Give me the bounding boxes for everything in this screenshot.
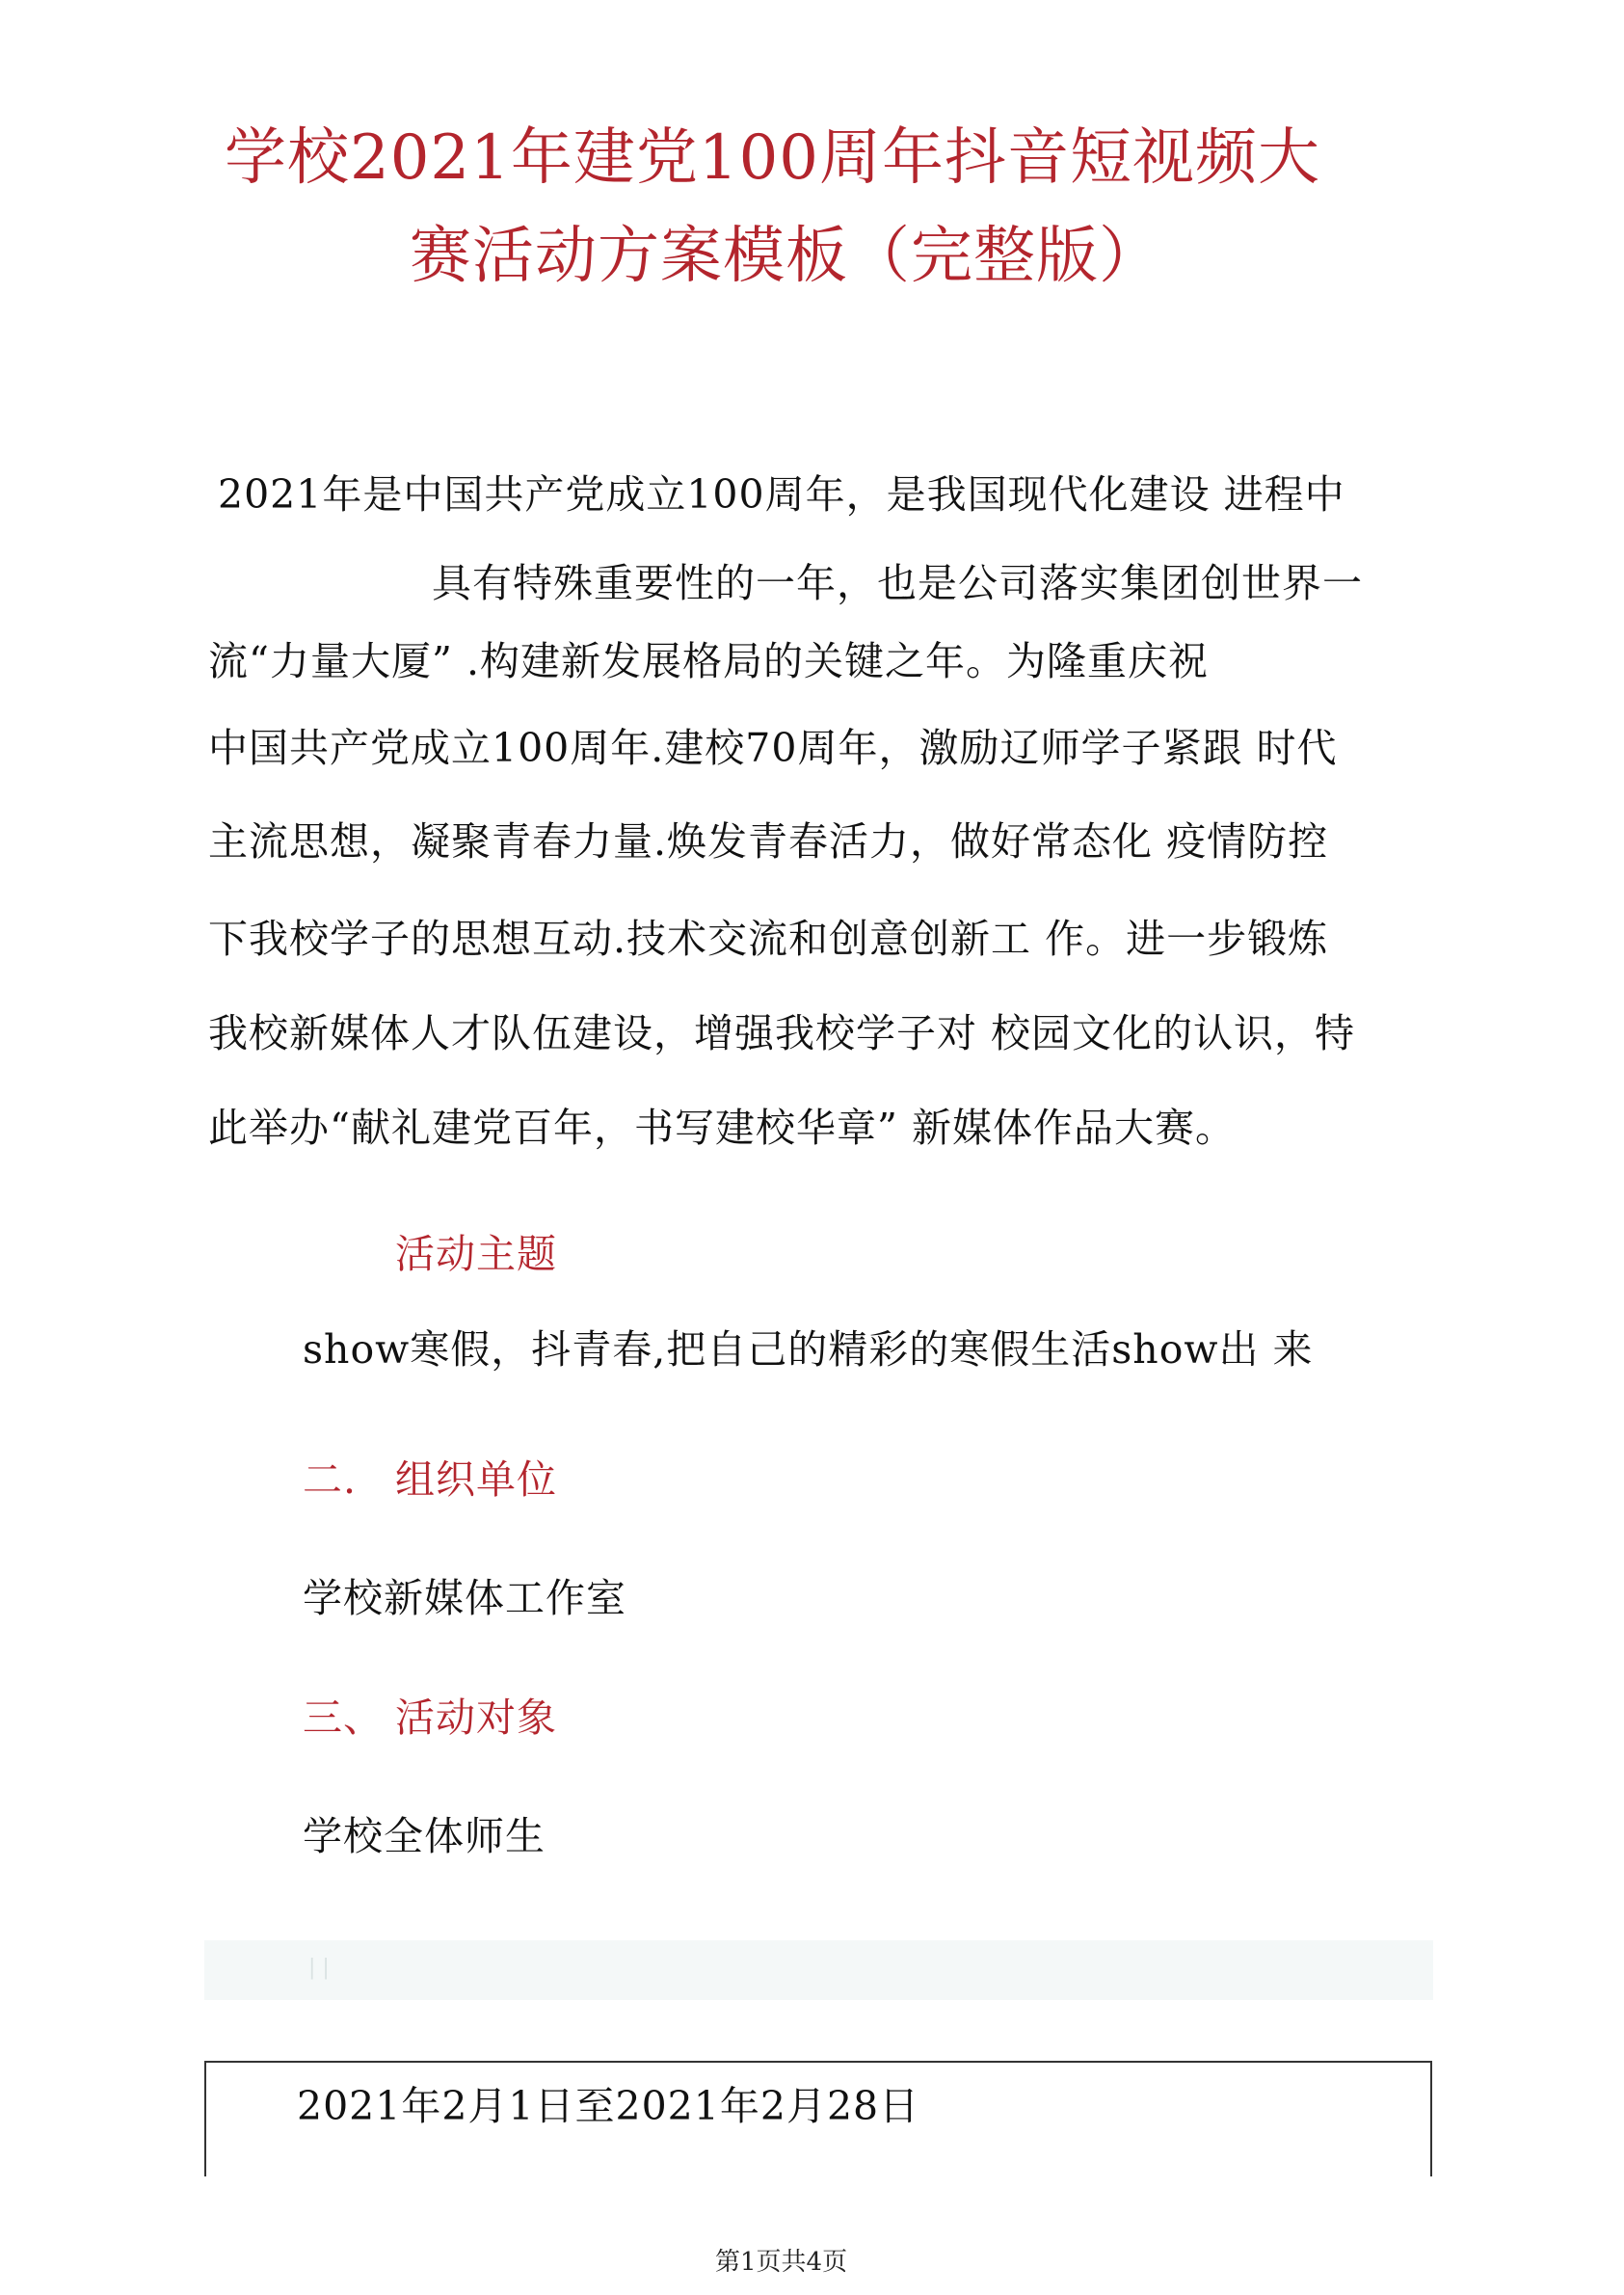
page-number-footer: 第1页共4页 xyxy=(715,2248,848,2277)
document-title-line-1: 学校2021年建党100周年抖音短视频大 xyxy=(225,122,1321,194)
theme-text: show寒假，抖青春,把自己的精彩的寒假生活show出 来 xyxy=(303,1326,1314,1373)
faint-band xyxy=(204,1940,1433,2000)
intro-line-1: 2021年是中国共产党成立100周年，是我国现代化建设 进程中 xyxy=(218,471,1345,518)
section-number-target: 三、 xyxy=(303,1695,384,1741)
organizer-text: 学校新媒体工作室 xyxy=(303,1575,626,1621)
date-range-text: 2021年2月1日至2021年2月28日 xyxy=(297,2083,920,2129)
section-heading-organizer: 组织单位 xyxy=(395,1456,557,1503)
intro-line-5: 主流思想，凝聚青春力量.焕发青春活力，做好常态化 疫情防控 xyxy=(208,818,1329,865)
section-heading-target: 活动对象 xyxy=(395,1695,557,1741)
intro-line-7: 我校新媒体人才队伍建设，增强我校学子对 校园文化的认识，特 xyxy=(208,1010,1356,1056)
section-heading-theme: 活动主题 xyxy=(395,1231,557,1277)
section-number-organizer: 二. xyxy=(303,1456,358,1503)
intro-line-3: 流“力量大厦” .构建新发展格局的关键之年。为隆重庆祝 xyxy=(208,638,1209,684)
intro-line-4: 中国共产党成立100周年.建校70周年，激励辽师学子紧跟 时代 xyxy=(208,725,1338,771)
document-title-line-2: 赛活动方案模板（完整版） xyxy=(410,221,1161,292)
intro-line-8: 此举办“献礼建党百年，书写建校华章” 新媒体作品大赛。 xyxy=(208,1105,1236,1151)
intro-line-2: 具有特殊重要性的一年，也是公司落实集团创世界一 xyxy=(432,560,1363,606)
intro-line-6: 下我校学子的思想互动.技术交流和创意创新工 作。进一步锻炼 xyxy=(208,916,1329,962)
faint-mark: | | xyxy=(308,1956,330,1980)
target-text: 学校全体师生 xyxy=(303,1813,546,1859)
